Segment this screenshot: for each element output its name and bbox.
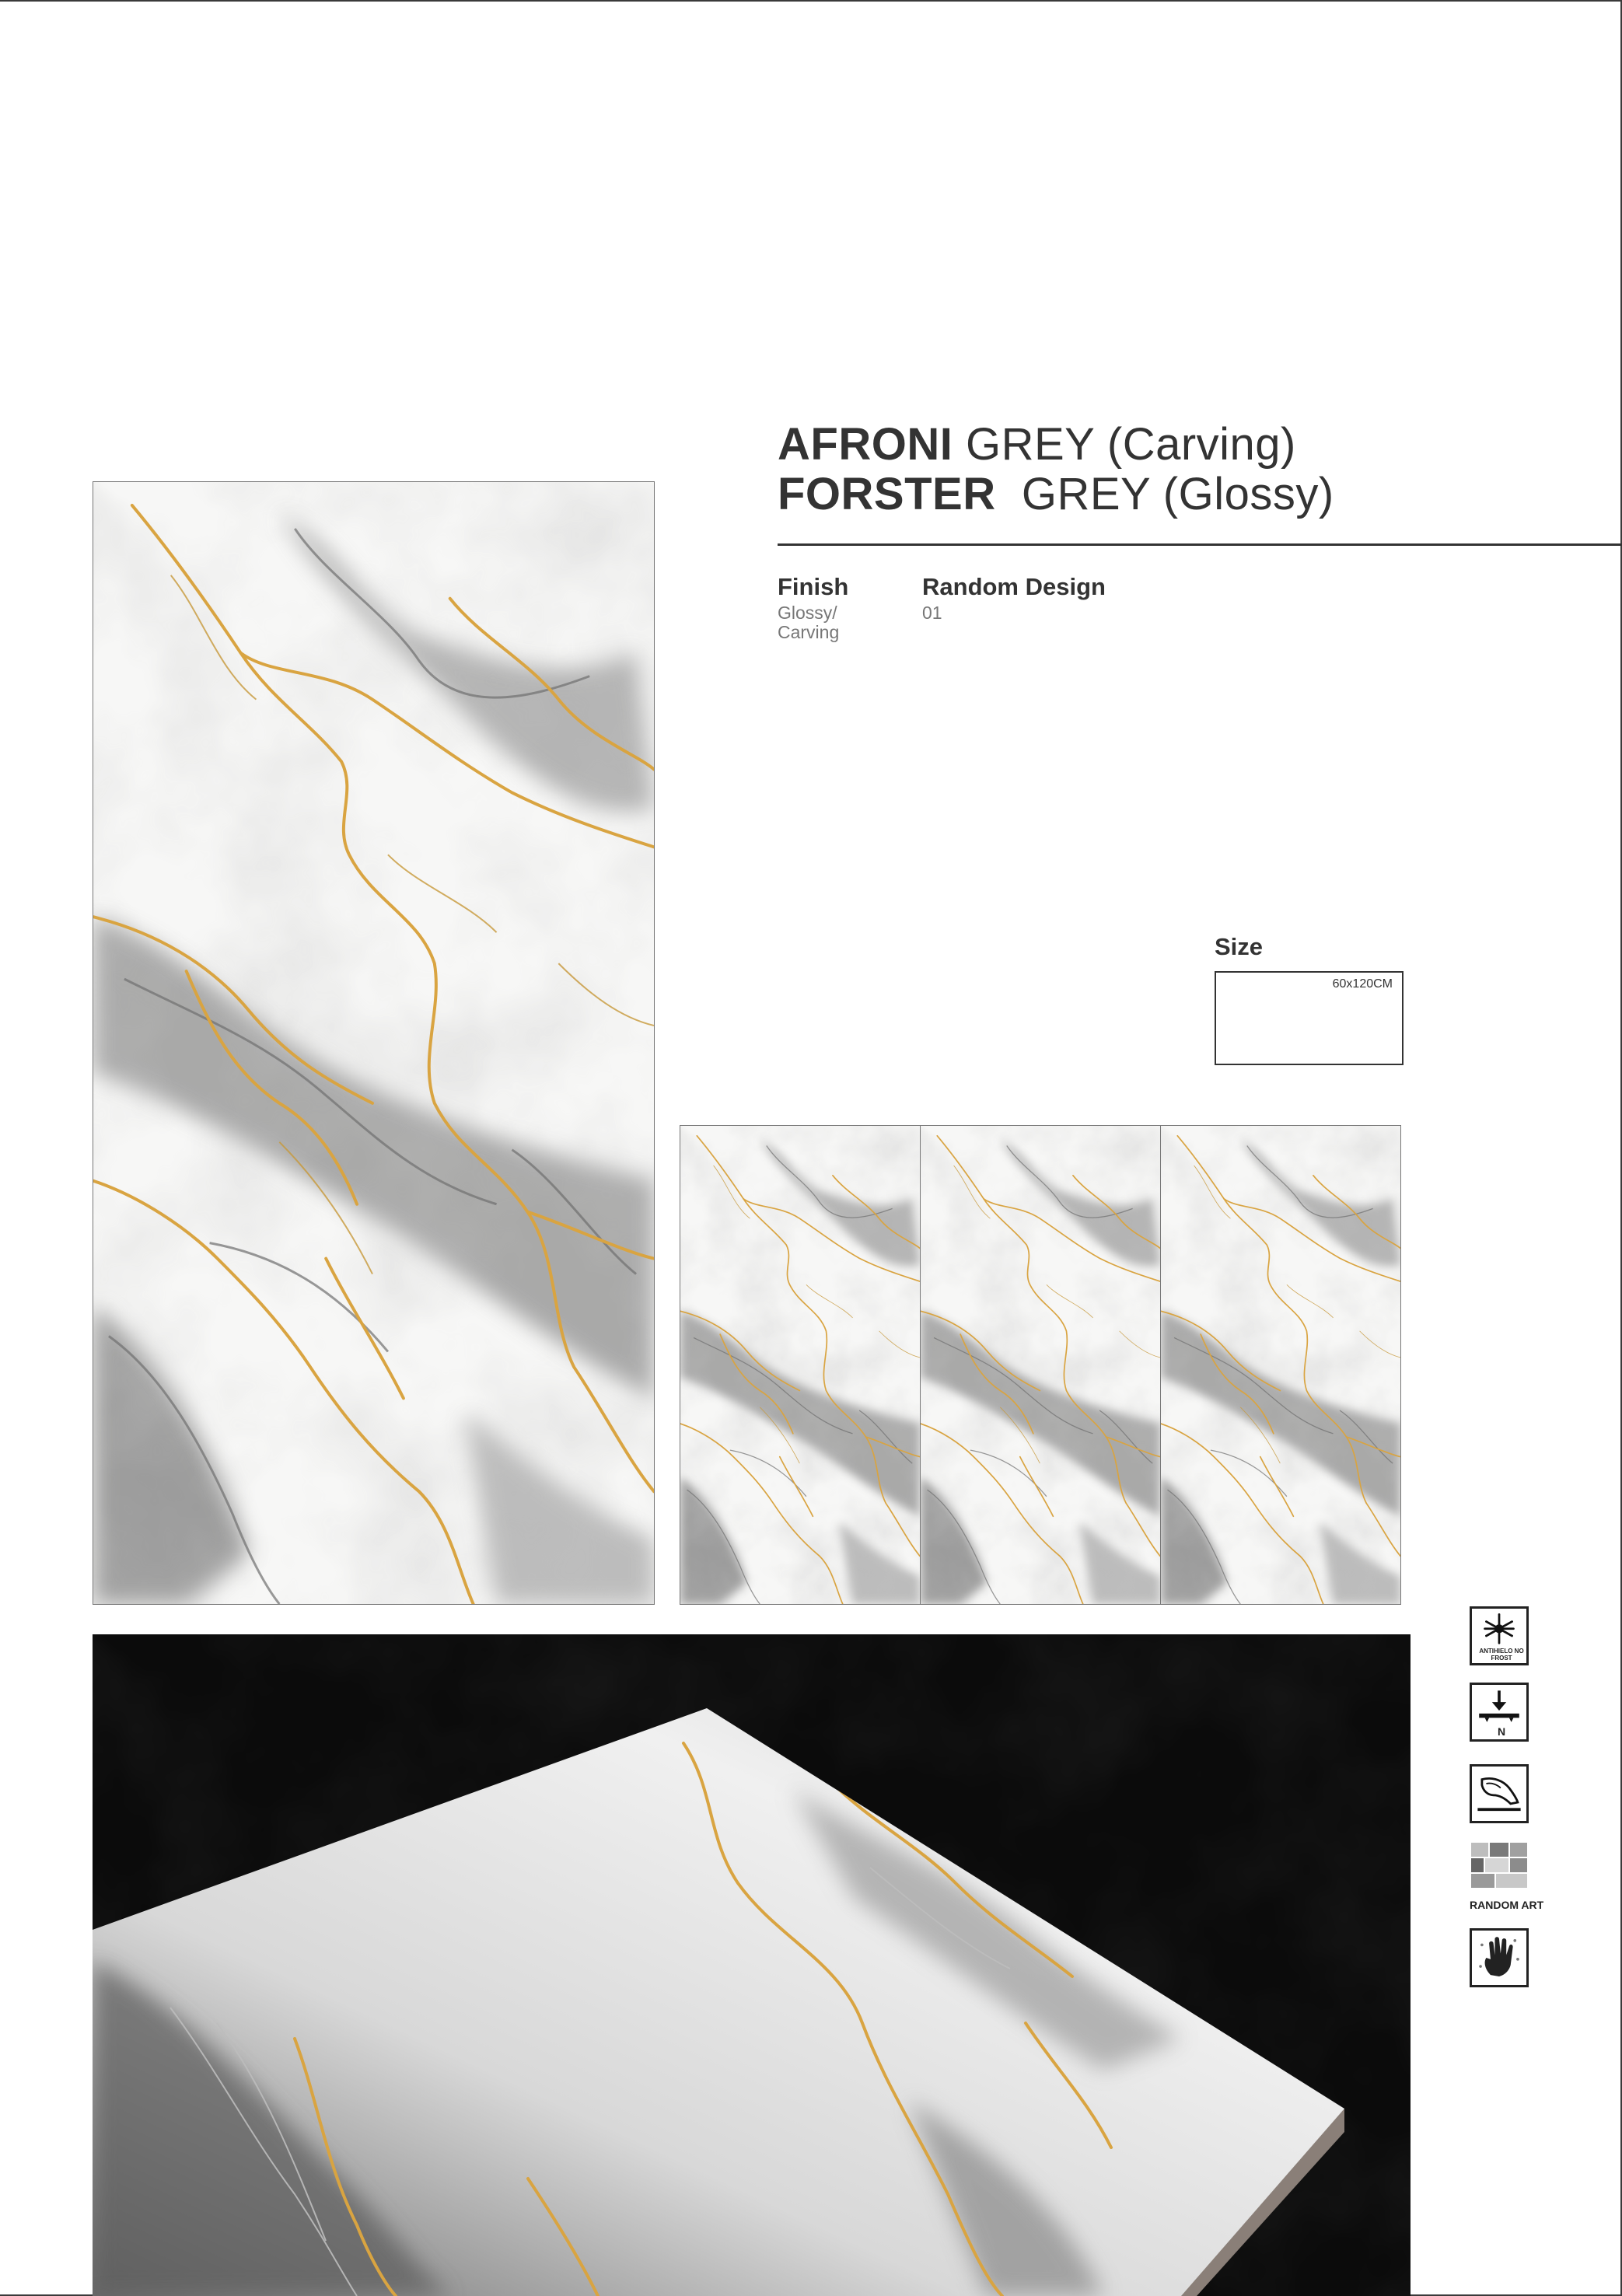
random-art-caption: RANDOM ART xyxy=(1470,1899,1544,1911)
size-value: 60x120CM xyxy=(1332,977,1393,991)
finish-label: Finish xyxy=(778,573,849,600)
product-title xyxy=(778,420,1334,519)
page-border-top xyxy=(0,0,1622,2)
large-tile-preview xyxy=(93,481,655,1605)
finish-value-2: Carving xyxy=(778,622,840,642)
load-resistance-caption: N xyxy=(1497,1725,1506,1738)
hand-touch-icon xyxy=(1470,1928,1529,1987)
small-tile-1 xyxy=(680,1125,921,1605)
design-value: 01 xyxy=(922,603,942,623)
cleaning-icon xyxy=(1470,1764,1529,1823)
title-afroni: AFRONI xyxy=(778,419,953,470)
load-resistance-icon xyxy=(1470,1683,1529,1742)
finish-value-1: Glossy/ xyxy=(778,603,837,623)
size-diagram xyxy=(1215,971,1404,1065)
title-afroni-variant: GREY (Carving) xyxy=(965,419,1296,470)
antihielo-caption: ANTIHIELO NO FROST xyxy=(1479,1648,1524,1662)
small-tile-2 xyxy=(920,1125,1161,1605)
random-art-icon xyxy=(1470,1841,1529,1900)
title-line-2 xyxy=(778,470,1334,519)
title-forster: FORSTER xyxy=(778,469,996,519)
size-label: Size xyxy=(1215,933,1264,960)
title-divider xyxy=(778,543,1622,546)
title-line-1 xyxy=(778,420,1334,470)
antihielo-icon xyxy=(1470,1606,1529,1665)
design-label: Random Design xyxy=(922,573,1106,600)
title-forster-variant: GREY (Glossy) xyxy=(1021,469,1334,519)
small-tile-3 xyxy=(1160,1125,1401,1605)
tile-render-photo xyxy=(93,1634,1411,2296)
